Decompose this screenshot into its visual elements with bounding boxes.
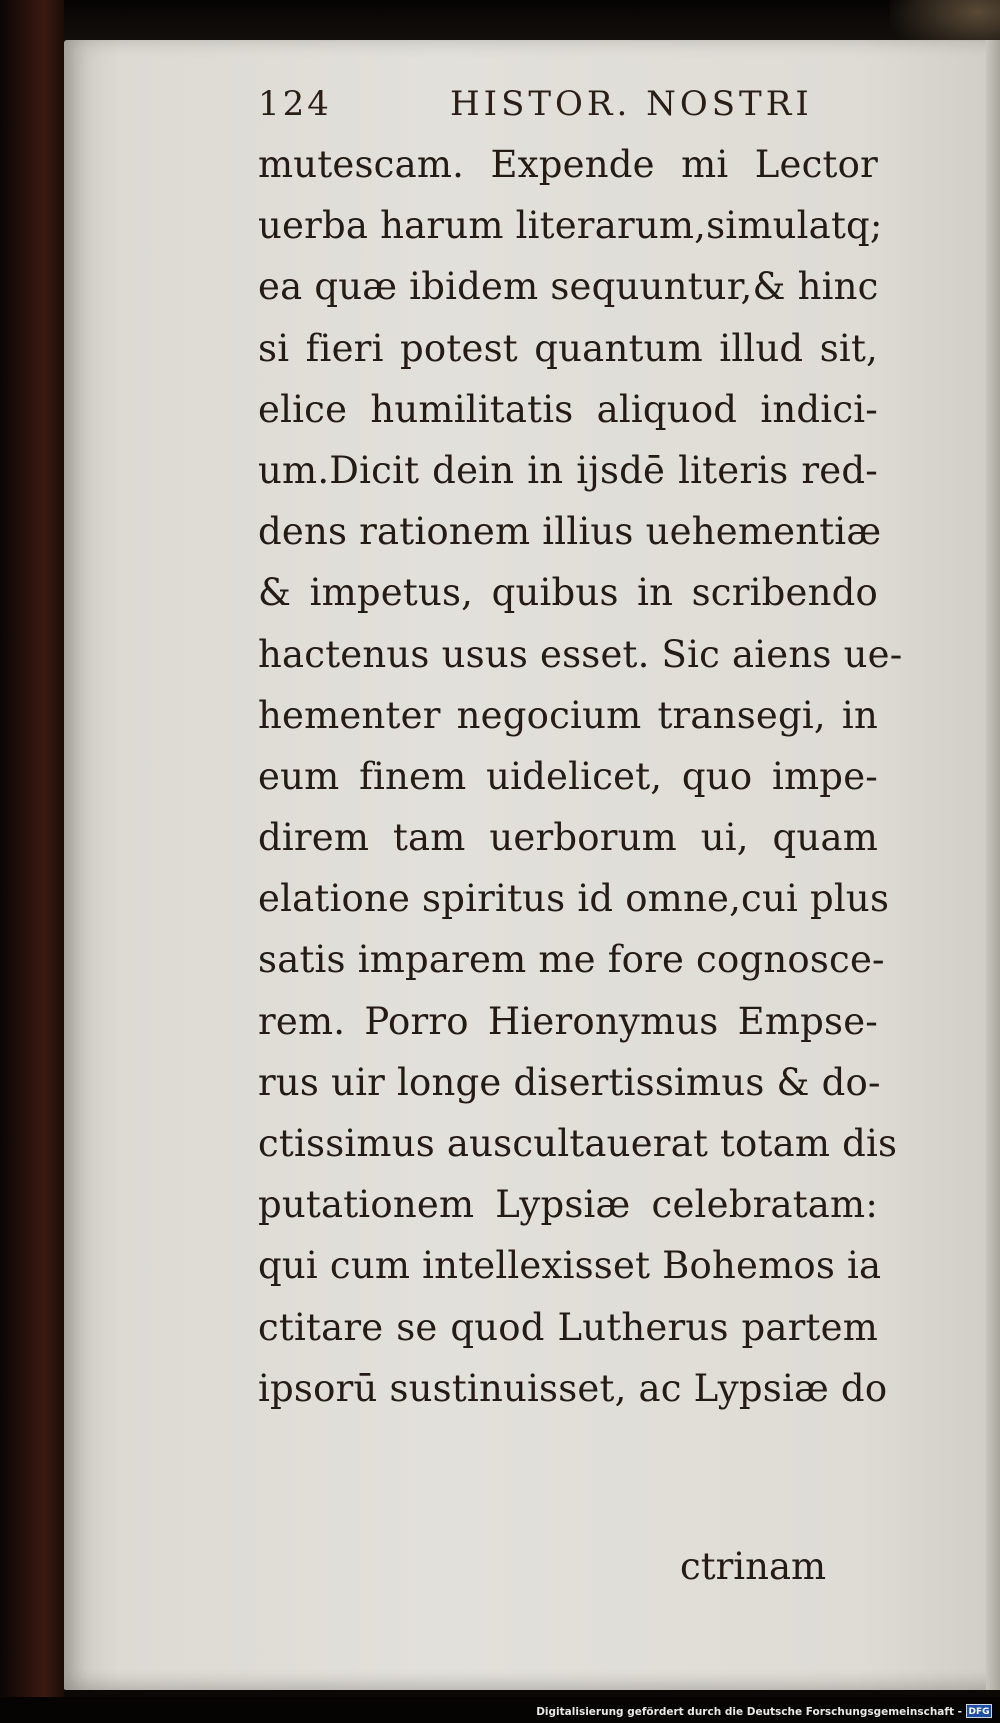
text-line: ctissimus auscultauerat totam dis (258, 1122, 898, 1165)
text-block (258, 78, 958, 1419)
text-line: mutescam. Expende mi Lector (258, 143, 878, 186)
text-line: si fieri potest quantum illud sit, (258, 326, 878, 370)
running-head (258, 78, 958, 134)
dfg-logo: DFG (966, 1704, 992, 1718)
digitization-credit: Digitalisierung gefördert durch die Deutsche Forschungsgemeinschaft - (536, 1706, 962, 1718)
text-line: elice humilitatis aliquod indici- (258, 387, 878, 431)
catchword: ctrinam (680, 1545, 827, 1588)
text-line: dens rationem illius uehementiæ (258, 510, 882, 554)
text-line: hementer negocium transegi, in (258, 693, 878, 737)
text-line: uerba harum literarum,simulatq; (258, 204, 883, 248)
body-text (258, 134, 958, 1419)
page-edge (986, 40, 1000, 1690)
text-line: direm tam uerborum ui, quam (258, 816, 878, 860)
text-line: rem. Porro Hieronymus Empse- (258, 999, 878, 1043)
text-line: elatione spiritus id omne,cui plus (258, 877, 890, 921)
page-number: 124 (258, 84, 332, 124)
book-binding (0, 0, 64, 1723)
text-line: & impetus, quibus in scribendo (258, 571, 878, 615)
text-line: ipsorū sustinuisset, ac Lypsiæ do (258, 1366, 888, 1410)
text-line: satis imparem me fore cognosce- (258, 938, 885, 982)
text-line: qui cum intellexisset Bohemos ia (258, 1244, 882, 1288)
text-line: ea quæ ibidem sequuntur,& hinc (258, 265, 879, 309)
text-line: rus uir longe disertissimus & do- (258, 1060, 881, 1104)
text-line: putationem Lypsiæ celebratam: (258, 1183, 878, 1227)
text-line: hactenus usus esset. Sic aiens ue- (258, 632, 903, 676)
text-line: eum finem uidelicet, quo impe- (258, 754, 878, 798)
running-head-title: HISTOR. NOSTRI (450, 84, 813, 124)
footer-bar (0, 1697, 1000, 1723)
text-line: um.Dicit dein in ijsdē literis red- (258, 448, 878, 492)
text-line: ctitare se quod Lutherus partem (258, 1305, 878, 1349)
